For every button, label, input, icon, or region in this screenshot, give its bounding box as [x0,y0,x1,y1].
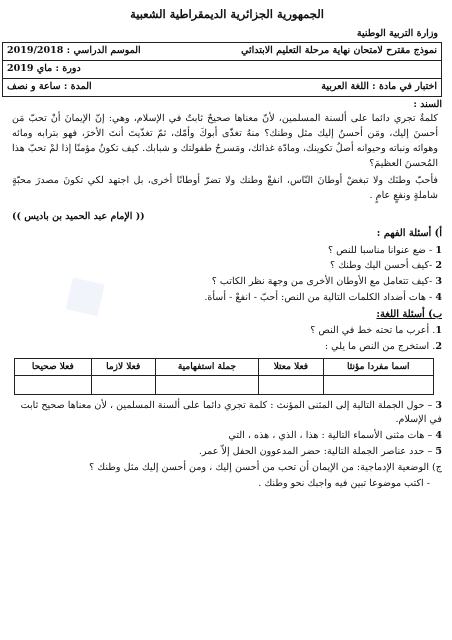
republic-title: الجمهورية الجزائرية الديمقراطية الشعبية [130,7,324,21]
comprehension-q2: 2 -كيف أحسن اليك وطنك ؟ [330,260,442,272]
table-header-cell: جملة استفهامية [155,359,258,376]
answer-cell [323,376,433,395]
header-box [2,42,442,97]
integration-task: - اكتب موضوعا تبين فيه واجبك نحو وطنك . [258,477,430,489]
table-answer-row [15,376,434,395]
model-label: نموذج مقترح لامتحان نهاية مرحلة التعليم الابتدائي [241,45,437,57]
language-q3: 3 – حول الجملة التالية إلى المثنى المؤنث : كلمة تجري دائما على ألسنة المسلمين ، لأن معناها صحيح ثابت في الإسلام. [20,400,442,426]
text-paragraph-2: فأحبّ وطنَك ولا تبغضْ أوطانَ النّاس، انفعْ وطنك ولا تضرّ أوطانًا أخرى، بل اجتهد لكي تكونَ مصدرَ محبّةٍ شاملةٍ ونفعٍ عامٍ . [12,174,438,201]
table-header-cell: فعلا لازما [91,359,155,376]
answer-cell [91,376,155,395]
answer-cell [155,376,258,395]
comprehension-q3: 3 -كيف تتعامل مع الأوطان الأخرى من وجهة نظر الكاتب ؟ [211,276,442,288]
language-q1: 1. أعرب ما تحته خط في النص ؟ [310,325,442,337]
session-label: دورة : ماي 2019 [7,63,81,75]
language-q4: 4 – هات مثنى الأسماء التالية : هذا ، الذي ، هذه ، التي [228,430,442,442]
duration-label: المدة : ساعة و نصف [7,81,92,93]
integration-prompt: ج) الوضعية الإدماجية: من الإيمان أن تحب من أحسن إليك ، ومن أحسن إليك مثل وطنك ؟ [89,461,442,473]
subject-label: اختبار في مادة : اللغة العربية [321,81,437,93]
text-author: (( الإمام عبد الحميد بن باديس )) [12,210,145,222]
answer-cell [15,376,92,395]
text-label: السند : [413,98,442,110]
watermark: ◆ [44,251,121,335]
answer-cell [259,376,323,395]
table-header-row [15,359,434,376]
comprehension-q1: 1 - ضع عنوانا مناسبا للنص ؟ [328,244,442,256]
extraction-table [14,358,434,395]
text-paragraph-1: كلمةٌ تجري دائما على ألسنة المسلمين، لأنّ معناها صحيحٌ ثابتٌ في الإسلام، وهي: إنّ الإيمانَ أنْ تحبّ مَن أحسنَ إليك، ومَن أحسنُ إليك مثل وطنك؟ منهُ تغذّى أبوكَ وأمّك، ثمّ تغذّيتَ أنتَ الأخرَ، فهو بترابه ومائه وهوائه ونباته وحيوانه أصلُ تكوينك، ومادّة غذائك، ومَسرحُ طفولتك و شبابك. كيف تكونُ مؤمنًا إذا لمْ تحبّ هذا المُحسنَ العظيمَ؟ [12,113,438,170]
header-row-3 [3,61,441,79]
comprehension-q4: 4 - هات أضداد الكلمات التالية من النص: أحبّ - انفعْ - أسأة. [204,292,442,304]
language-q2: 2. استخرج من النص ما يلي : [324,341,442,353]
season-label: الموسم الدراسي : 2019/2018 [7,45,141,57]
table-header-cell: فعلا صحيحا [15,359,92,376]
header-row-4 [3,79,441,96]
table-header-cell: اسما مفردا مؤنثا [323,359,433,376]
language-title: ب) أسئلة اللغة: [376,309,442,321]
header-row-1 [12,27,442,42]
language-q5: 5 – حدد عناصر الجملة التالية: حضر المدعوون الحفل إلاّ عمر. [198,445,442,457]
table-header-cell: فعلا معتلا [259,359,323,376]
header-row-2 [3,43,441,61]
comprehension-title: أ) أسئلة الفهم : [376,228,442,240]
ministry-label: وزارة التربية الوطنية [356,28,438,40]
